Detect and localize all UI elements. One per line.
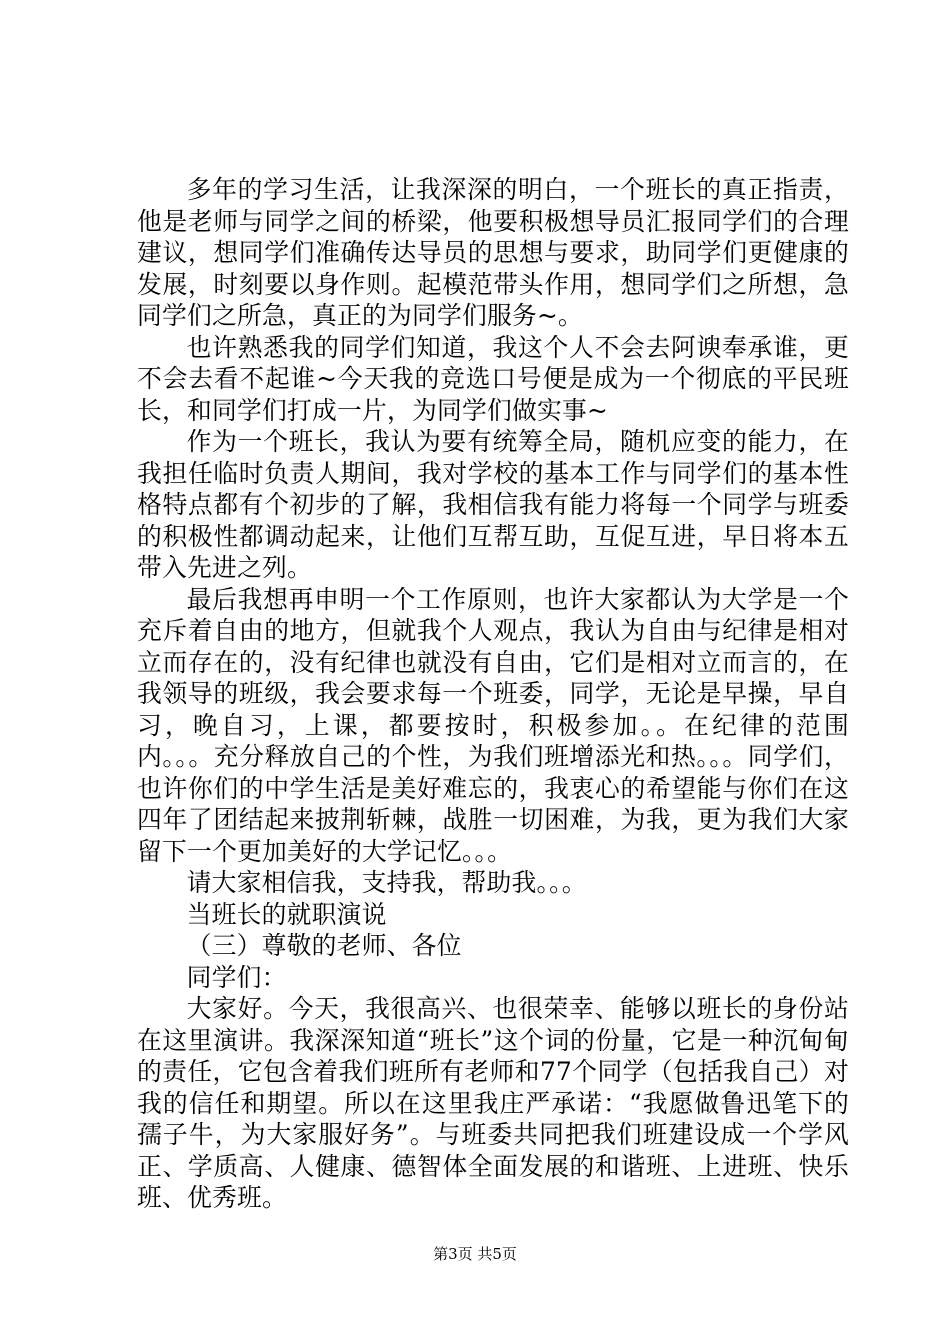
body-text <box>137 174 849 1214</box>
paragraph-3: 作为一个班长，我认为要有统筹全局，随机应变的能力，在我担任临时负责人期间，我对学校的基本工作与同学们的基本性格特点都有个初步的了解，我相信我有能力将每一个同学与班委的积极性都调动起来，让他们互帮互助，互促互进，早日将本五带入先进之列。 <box>137 427 849 582</box>
paragraph-5: 请大家相信我，支持我，帮助我。。。 <box>186 868 587 897</box>
salutation: 同学们： <box>186 962 287 992</box>
paragraph-1: 多年的学习生活，让我深深的明白，一个班长的真正指责，他是老师与同学之间的桥梁，他要积极想导员汇报同学们的合理建议，想同学们准确传达导员的思想与要求，助同学们更健康的发展，时刻要以身作则。起模范带头作用，想同学们之所想，急同学们之所急，真正的为同学们服务~。 <box>137 175 849 330</box>
section-heading: （三）尊敬的老师、各位 <box>186 931 462 960</box>
speech-title: 当班长的就职演说 <box>186 899 387 929</box>
paragraph-4: 最后我想再申明一个工作原则，也许大家都认为大学是一个充斥着自由的地方，但就我个人观点，我认为自由与纪律是相对立而存在的，没有纪律也就没有自由，它们是相对立而言的，在我领导的班级，我会要求每一个班委，同学，无论是早操，早自习，晚自习，上课，都要按时，积极参加。。在纪律的范围内。。。充分释放自己的个性，为我们班增添光和热。。。同学们，也许你们的中学生活是美好难忘的，我衷心的希望能与你们在这四年了团结起来披荆斩棘，战胜一切困难，为我，更为我们大家留下一个更加美好的大学记忆。。。 <box>137 584 849 866</box>
page-number: 第3页 共5页 <box>433 1245 517 1263</box>
paragraph-6: 大家好。今天，我很高兴、也很荣幸、能够以班长的身份站在这里演讲。我深深知道“班长”这个词的份量，它是一种沉甸甸的责任，它包含着我们班所有老师和77个同学（包括我自己）对我的信任和期望。所以在这里我庄严承诺：“我愿做鲁迅笔下的孺子牛，为大家服好务”。与班委共同把我们班建设成一个学风正、学质高、人健康、德智体全面发展的和谐班、上进班、快乐班、优秀班。 <box>137 994 849 1212</box>
paragraph-2: 也许熟悉我的同学们知道，我这个人不会去阿谀奉承谁，更不会去看不起谁~今天我的竞选口号便是成为一个彻底的平民班长，和同学们打成一片，为同学们做实事~ <box>137 332 849 425</box>
